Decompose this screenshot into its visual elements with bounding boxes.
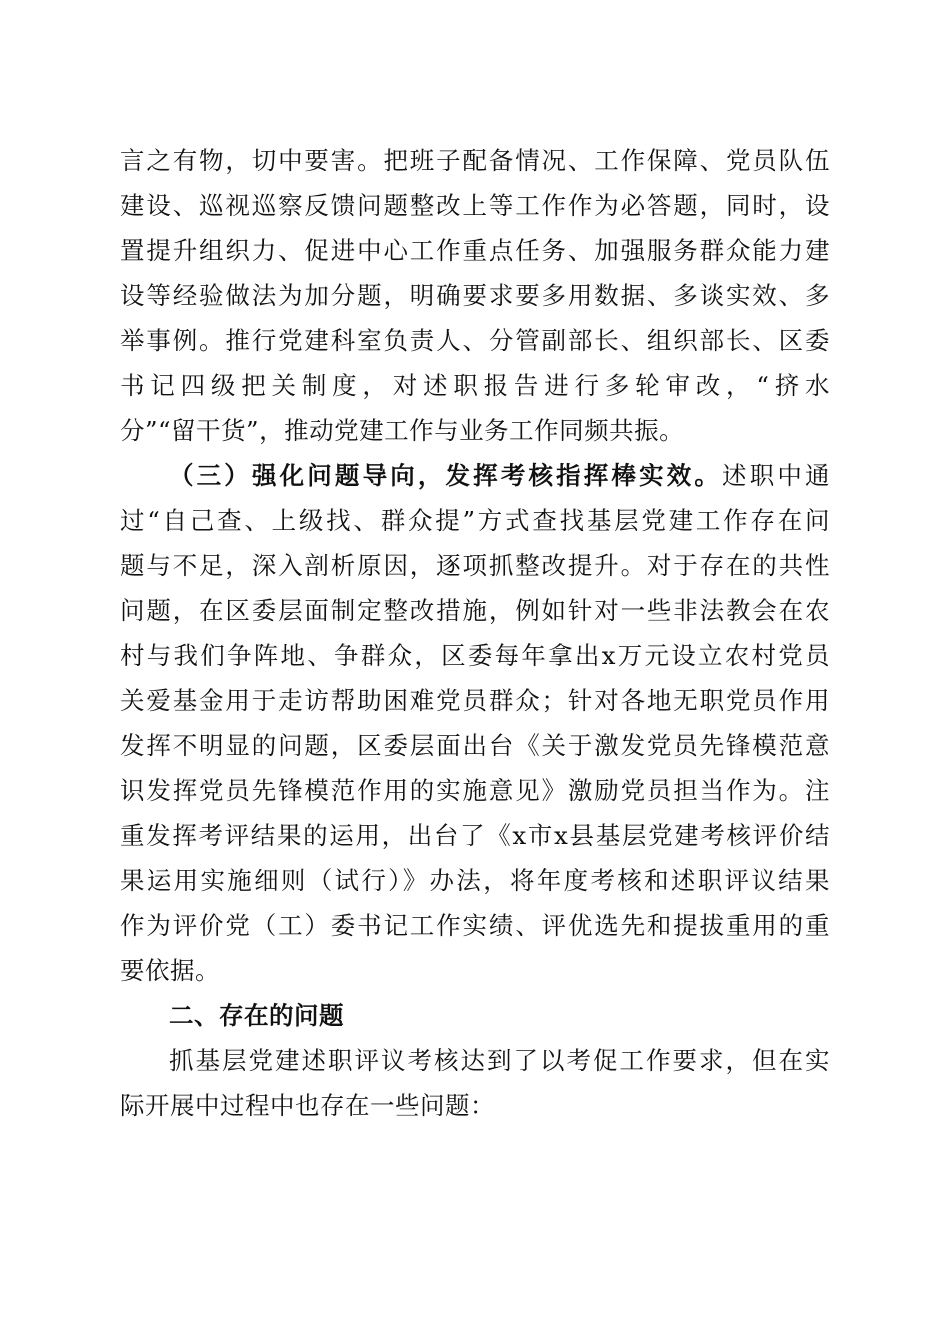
text-line: 设等经验做法为加分题，明确要求要多用数据、多谈实效、多: [120, 281, 830, 310]
text-line: 发挥不明显的问题，区委层面出台《关于激发党员先锋模范意: [120, 731, 830, 760]
text-line: 果运用实施细则（试行）》办法，将年度考核和述职评议结果: [120, 866, 830, 895]
section-2: [120, 993, 830, 1038]
text-line-first: [120, 453, 830, 498]
text-line: 题与不足，深入剖析原因，逐项抓整改提升。对于存在的共性: [120, 551, 830, 580]
text-line: 际开展中过程中也存在一些问题：: [120, 1091, 495, 1120]
text-line: 过“自己查、上级找、群众提”方式查找基层党建工作存在问: [120, 506, 830, 535]
paragraph-2: [120, 453, 830, 993]
section-heading: 二、存在的问题: [169, 1001, 344, 1030]
text-line: 要依据。: [120, 956, 220, 985]
paragraph-lead-heading: （三）强化问题导向，发挥考核指挥棒实效。: [169, 461, 723, 490]
text-line: 抓基层党建述职评议考核达到了以考促工作要求，但在实: [169, 1046, 830, 1075]
text-line-rest: 述职中通: [722, 461, 830, 490]
text-line: 作为评价党（工）委书记工作实绩、评优选先和提拔重用的重: [120, 911, 830, 940]
paragraph-1: [120, 138, 830, 453]
text-line: 重发挥考评结果的运用，出台了《x市x县基层党建考核评价结: [120, 821, 830, 850]
text-line: 置提升组织力、促进中心工作重点任务、加强服务群众能力建: [120, 236, 830, 265]
text-line: 关爱基金用于走访帮助困难党员群众；针对各地无职党员作用: [120, 686, 830, 715]
text-line: 举事例。推行党建科室负责人、分管副部长、组织部长、区委: [120, 326, 830, 355]
text-line: 分”“留干货”，推动党建工作与业务工作同频共振。: [120, 416, 685, 445]
text-line: 村与我们争阵地、争群众，区委每年拿出x万元设立农村党员: [120, 641, 830, 670]
text-line: 问题，在区委层面制定整改措施，例如针对一些非法教会在农: [120, 596, 830, 625]
text-line: 识发挥党员先锋模范作用的实施意见》激励党员担当作为。注: [120, 776, 830, 805]
text-line: 言之有物，切中要害。把班子配备情况、工作保障、党员队伍: [120, 146, 830, 175]
paragraph-3: [120, 1038, 830, 1128]
text-line: 建设、巡视巡察反馈问题整改上等工作作为必答题，同时，设: [120, 191, 830, 220]
text-line: 书记四级把关制度，对述职报告进行多轮审改，“挤水: [120, 371, 830, 400]
